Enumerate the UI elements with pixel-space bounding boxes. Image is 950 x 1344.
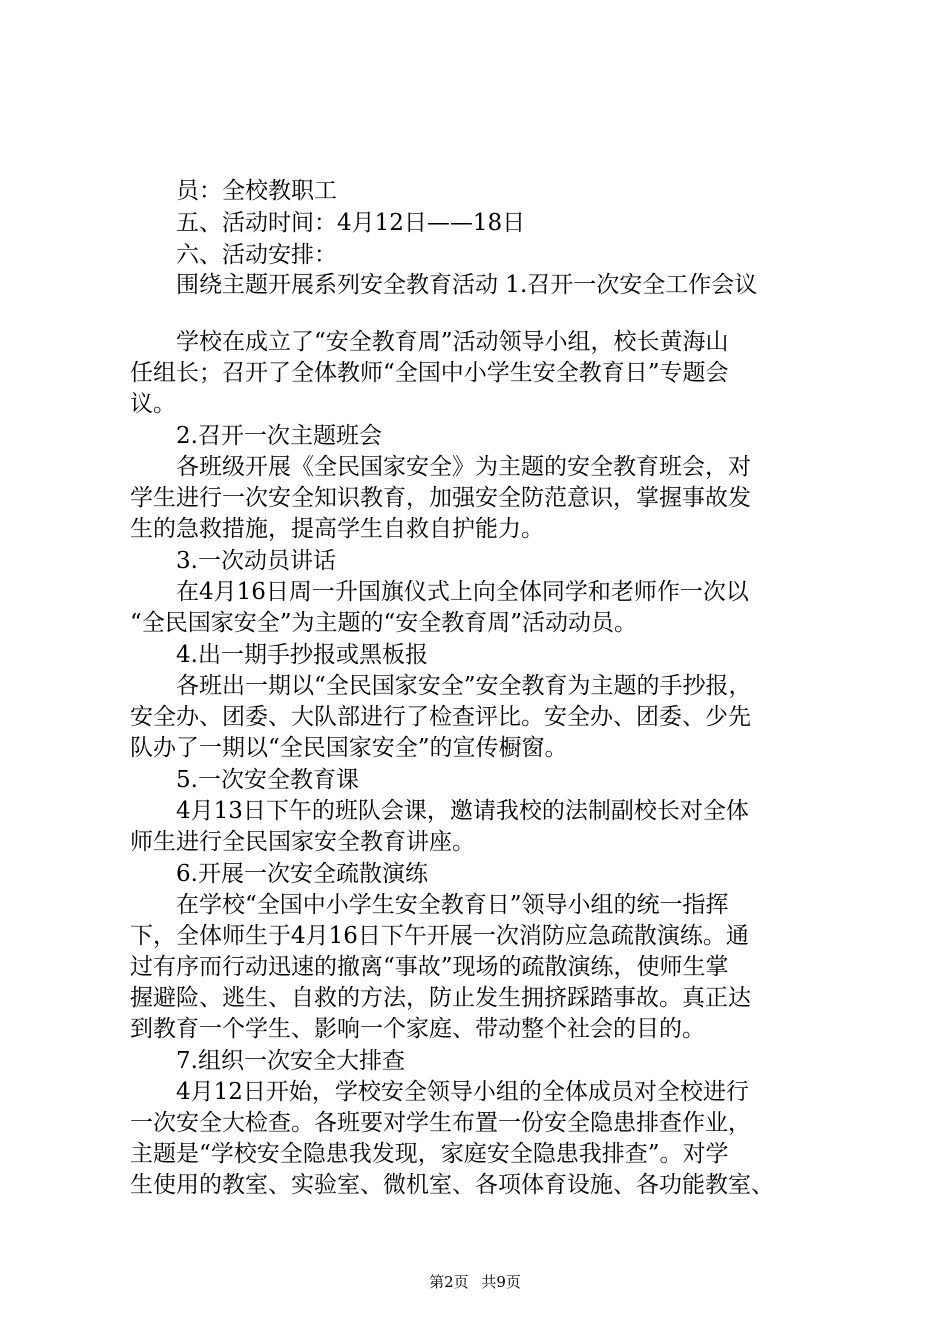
page-number: 第2页 [429, 1273, 469, 1291]
page-total: 共9页 [481, 1273, 521, 1291]
text-line: 在4月16日周一升国旗仪式上向全体同学和老师作一次以 [176, 579, 749, 605]
text-line: 员：全校教职工 [176, 178, 337, 204]
text-line: 各班级开展《全民国家安全》为主题的安全教育班会，对 [176, 454, 751, 480]
page-footer [0, 1272, 950, 1292]
text-line: 师生进行全民国家安全教育讲座。 [130, 829, 475, 855]
text-line: 六、活动安排： [176, 242, 337, 268]
section-heading: 7.组织一次安全大排查 [176, 1048, 405, 1074]
section-heading: 2.召开一次主题班会 [176, 423, 382, 449]
text-line: 议。 [130, 391, 176, 417]
text-line: 主题是“学校安全隐患我发现，家庭安全隐患我排查”。对学 [130, 1141, 729, 1167]
text-line: 在学校“全国中小学生安全教育日”领导小组的统一指挥 [176, 892, 729, 918]
text-line: 生使用的教室、实验室、微机室、各项体育设施、各功能教室、 [130, 1172, 774, 1198]
text-line: 过有序而行动迅速的撤离“事故”现场的疏散演练，使师生掌 [130, 954, 729, 980]
text-line: 生的急救措施，提高学生自救自护能力。 [130, 516, 544, 542]
text-line: 一次安全大检查。各班要对学生布置一份安全隐患排查作业， [130, 1110, 751, 1136]
section-heading: 4.出一期手抄报或黑板报 [176, 642, 428, 668]
text-line: 下，全体师生于4月16日下午开展一次消防应急疏散演练。通 [130, 923, 749, 949]
text-line: “全民国家安全”为主题的“安全教育周”活动动员。 [130, 610, 638, 636]
text-line: 4月12日开始，学校安全领导小组的全体成员对全校进行 [176, 1079, 749, 1105]
text-line: 4月13日下午的班队会课，邀请我校的法制副校长对全体 [176, 798, 749, 824]
text-line: 任组长；召开了全体教师“全国中小学生安全教育日”专题会 [130, 360, 729, 386]
text-line: 到教育一个学生、影响一个家庭、带动整个社会的目的。 [130, 1016, 705, 1042]
text-line: 五、活动时间：4月12日——18日 [176, 210, 526, 236]
text-line: 各班出一期以“全民国家安全”安全教育为主题的手抄报， [176, 673, 752, 699]
text-line: 安全办、团委、大队部进行了检查评比。安全办、团委、少先 [130, 704, 751, 730]
section-heading: 5.一次安全教育课 [176, 767, 359, 793]
section-heading: 6.开展一次安全疏散演练 [176, 861, 428, 887]
text-line: 握避险、逃生、自救的方法，防止发生拥挤踩踏事故。真正达 [130, 985, 751, 1011]
text-line: 学校在成立了“安全教育周”活动领导小组，校长黄海山 [176, 329, 729, 355]
text-line: 学生进行一次安全知识教育，加强安全防范意识，掌握事故发 [130, 485, 751, 511]
section-heading: 3.一次动员讲话 [176, 548, 336, 574]
text-line: 围绕主题开展系列安全教育活动 1.召开一次安全工作会议 [176, 272, 758, 298]
text-line: 队办了一期以“全民国家安全”的宣传橱窗。 [130, 735, 568, 761]
